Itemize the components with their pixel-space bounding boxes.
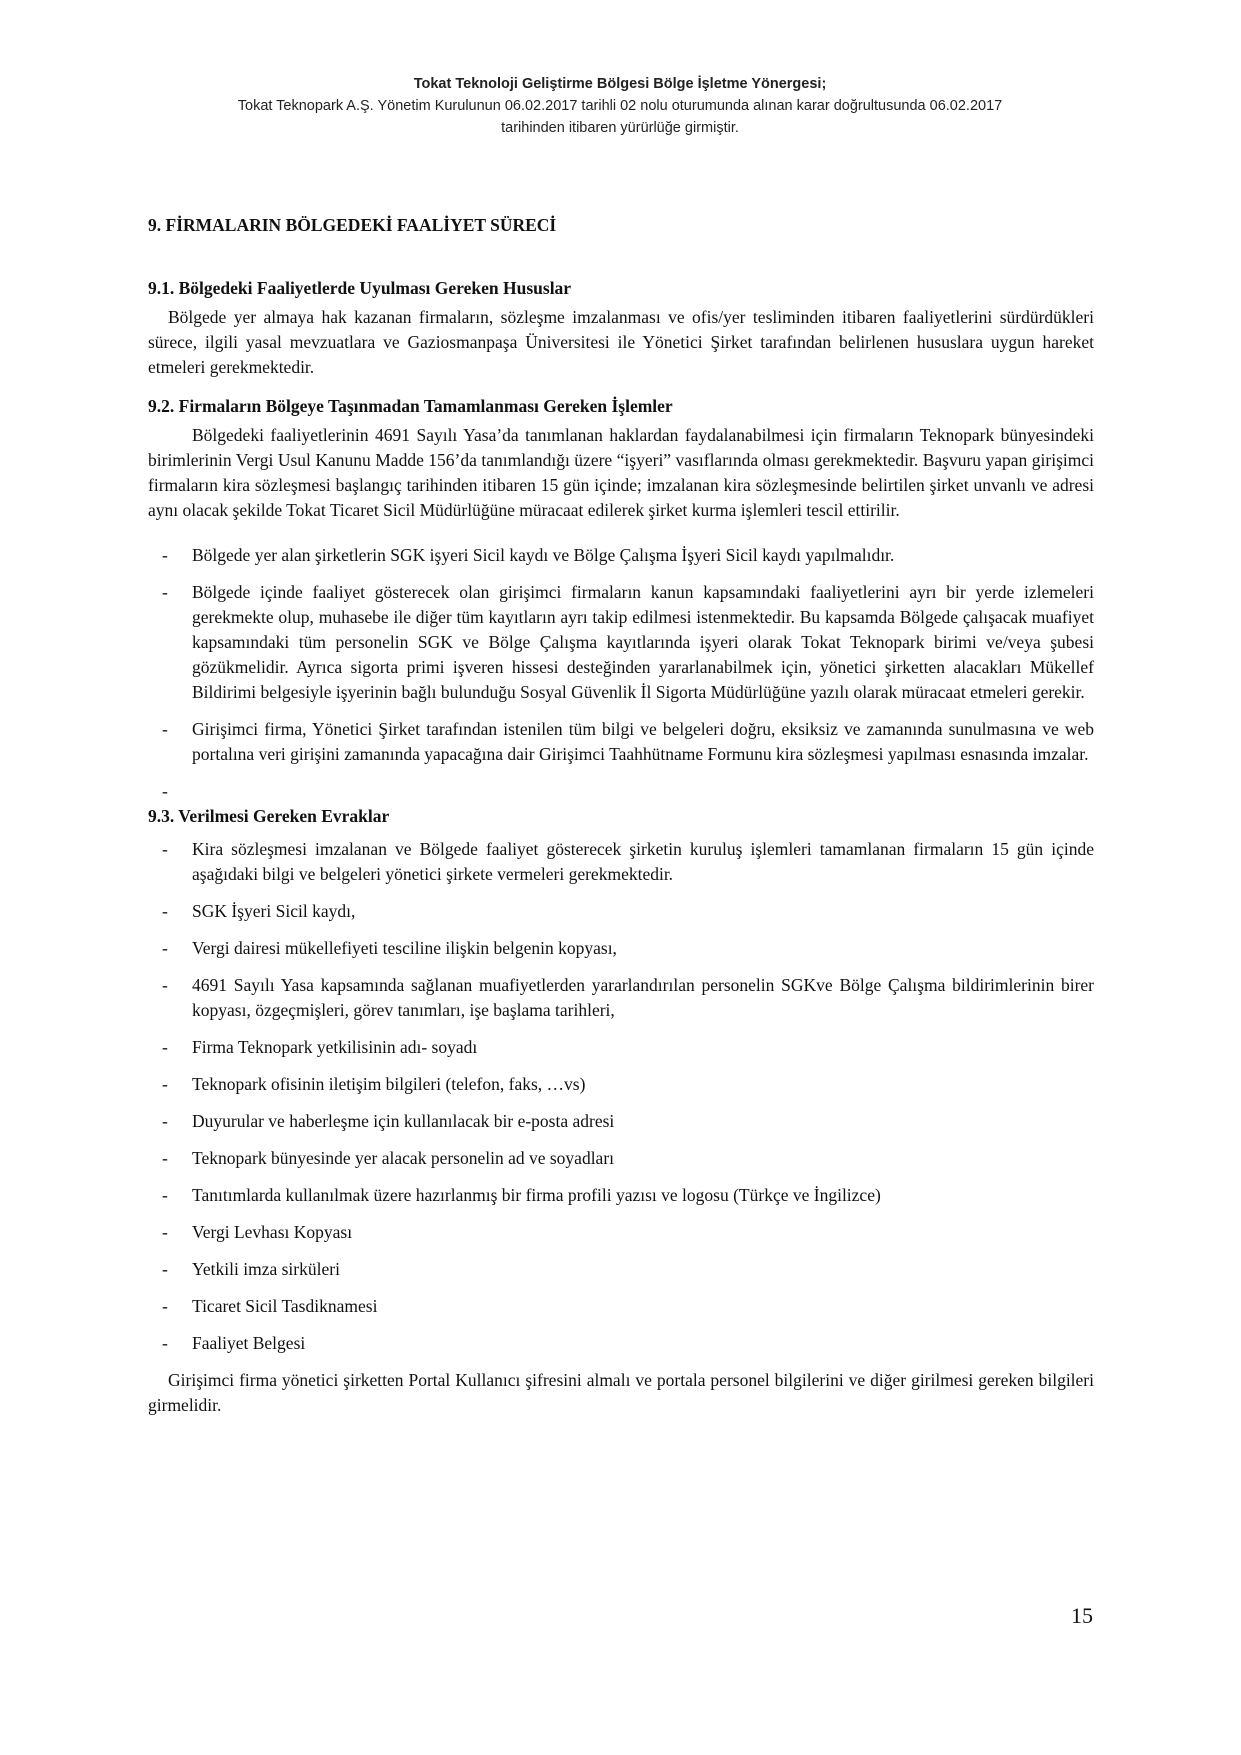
subsection-9-1-title: 9.1. Bölgedeki Faaliyetlerde Uyulması Gereken Hususlar [148, 278, 572, 298]
list-dash: - [162, 719, 168, 739]
list-item [148, 580, 1094, 705]
subsection-9-1-paragraph: Bölgede yer almaya hak kazanan firmaların, sözleşme imzalanması ve ofis/yer tesliminden itibaren faaliyetlerini sürdürdükleri sürece, ilgili yasal mevzuatlara ve Gaziosmanpaşa Üniversitesi ile Yönetici Şirket tarafından belirlenen hususlara uygun hareket etmeleri gerekmektedir. [148, 307, 1094, 377]
list-item [148, 899, 1094, 924]
subsection-9-2-list [148, 543, 1094, 767]
list-item [148, 1109, 1094, 1134]
list-dash: - [162, 1074, 168, 1094]
list-dash: - [162, 1222, 168, 1242]
list-dash: - [162, 975, 168, 995]
list-item [148, 1294, 1094, 1319]
list-dash: - [162, 1148, 168, 1168]
list-dash: - [162, 839, 168, 859]
list-dash: - [162, 1037, 168, 1057]
empty-list-dash: - [162, 781, 168, 801]
list-dash: - [162, 1296, 168, 1316]
list-item-text: 4691 Sayılı Yasa kapsamında sağlanan muafiyetlerden yararlandırılan personelin SGKve Bölge Çalışma bildirimlerinin birer kopyası, özgeçmişleri, görev tanımları, işe başlama tarihleri, [192, 975, 1094, 1020]
list-item [148, 1072, 1094, 1097]
header-title: Tokat Teknoloji Geliştirme Bölgesi Bölge İşletme Yönergesi; [413, 76, 827, 92]
list-item [148, 1257, 1094, 1282]
list-dash: - [162, 545, 168, 565]
list-item-text: Kira sözleşmesi imzalanan ve Bölgede faaliyet gösterecek şirketin kuruluş işlemleri tamamlanan firmaların 15 gün içinde aşağıdaki bilgi ve belgeleri yönetici şirkete vermeleri gerekmektedir. [192, 839, 1094, 884]
list-item-text: Bölgede içinde faaliyet gösterecek olan girişimci firmaların kanun kapsamındaki faaliyetlerini ayrı bir yerde izlemeleri gerekmekte olup, muhasebe ile diğer tüm kayıtların ayrı takip edilmesi istenmektedir. Bu kapsamda Bölgede çalışacak muafiyet kapsamındaki tüm personelin SGK ve Bölge Çalışma kayıtlarında işyeri olarak Tokat Teknopark birimi ve/veya şubesi gözükmelidir. Ayrıca sigorta primi işveren hissesi desteğinden yararlanabilmek için, yönetici şirketten alacakları Mükellef Bildirimi belgesiyle işyerinin bağlı bulunduğu Sosyal Güvenlik İl Sigorta Müdürlüğüne yazılı olarak müracaat etmeleri gerekir. [192, 582, 1094, 702]
list-item-text: Teknopark bünyesinde yer alacak personelin ad ve soyadları [192, 1148, 615, 1168]
list-item [148, 1146, 1094, 1171]
list-item-text: Teknopark ofisinin iletişim bilgileri (telefon, faks, …vs) [192, 1074, 586, 1094]
list-item [148, 543, 1094, 568]
list-item [148, 837, 1094, 887]
list-dash: - [162, 901, 168, 921]
list-item [148, 1331, 1094, 1356]
list-dash: - [162, 1111, 168, 1131]
list-item-text: Yetkili imza sirküleri [192, 1259, 340, 1279]
page-header [120, 73, 1120, 139]
list-dash: - [162, 1185, 168, 1205]
header-line-1: Tokat Teknopark A.Ş. Yönetim Kurulunun 06.02.2017 tarihli 02 nolu oturumunda alınan karar doğrultusunda 06.02.2017 [237, 98, 1003, 114]
list-item [148, 1183, 1094, 1208]
subsection-9-2-paragraph: Bölgedeki faaliyetlerinin 4691 Sayılı Yasa’da tanımlanan haklardan faydalanabilmesi için firmaların Teknopark bünyesindeki birimlerinin Vergi Usul Kanunu Madde 156’da tanımlandığı üzere “işyeri” vasıflarında olması gerekmektedir. Başvuru yapan girişimci firmaların kira sözleşmesi başlangıç tarihinden itibaren 15 gün içinde; imzalanan kira sözleşmesinde belirtilen şirket unvanlı ve adresi aynı olacak şekilde Tokat Ticaret Sicil Müdürlüğüne müracaat edilerek şirket kurma işlemleri tescil ettirilir. [148, 425, 1094, 520]
list-item-text: Ticaret Sicil Tasdiknamesi [192, 1296, 378, 1316]
list-item-text: Bölgede yer alan şirketlerin SGK işyeri Sicil kaydı ve Bölge Çalışma İşyeri Sicil kaydı yapılmalıdır. [192, 545, 895, 565]
list-item [148, 1035, 1094, 1060]
list-item-text: Vergi dairesi mükellefiyeti tesciline ilişkin belgenin kopyası, [192, 938, 617, 958]
list-item [148, 1220, 1094, 1245]
list-dash: - [162, 1259, 168, 1279]
subsection-9-3-list [148, 837, 1094, 1356]
list-dash: - [162, 582, 168, 602]
list-item-text: Faaliyet Belgesi [192, 1333, 306, 1353]
list-item [148, 717, 1094, 767]
subsection-9-2-title: 9.2. Firmaların Bölgeye Taşınmadan Tamamlanması Gereken İşlemler [148, 396, 673, 416]
list-item [148, 936, 1094, 961]
list-dash: - [162, 938, 168, 958]
list-item-text: Girişimci firma, Yönetici Şirket tarafından istenilen tüm bilgi ve belgeleri doğru, eksiksiz ve zamanında sunulmasına ve web portalına veri girişini zamanında yapacağına dair Girişimci Taahhütname Formunu kira sözleşmesi yapılması esnasında imzalar. [192, 719, 1094, 764]
page-number: 15 [1071, 1603, 1093, 1628]
list-item-text: Tanıtımlarda kullanılmak üzere hazırlanmış bir firma profili yazısı ve logosu (Türkçe ve İngilizce) [192, 1185, 881, 1205]
section-title: 9. FİRMALARIN BÖLGEDEKİ FAALİYET SÜRECİ [148, 215, 557, 235]
subsection-9-3-title: 9.3. Verilmesi Gereken Evraklar [148, 806, 390, 826]
list-dash: - [162, 1333, 168, 1353]
list-item-text: Vergi Levhası Kopyası [192, 1222, 353, 1242]
header-line-2: tarihinden itibaren yürürlüğe girmiştir. [501, 120, 739, 136]
list-item-text: Firma Teknopark yetkilisinin adı- soyadı [192, 1037, 478, 1057]
list-item-text: Duyurular ve haberleşme için kullanılacak bir e-posta adresi [192, 1111, 615, 1131]
list-item-text: SGK İşyeri Sicil kaydı, [192, 901, 356, 921]
document-body [148, 213, 1094, 1432]
list-item [148, 973, 1094, 1023]
closing-paragraph: Girişimci firma yönetici şirketten Portal Kullanıcı şifresini almalı ve portala personel bilgilerini ve diğer girilmesi gereken bilgileri girmelidir. [148, 1370, 1094, 1415]
